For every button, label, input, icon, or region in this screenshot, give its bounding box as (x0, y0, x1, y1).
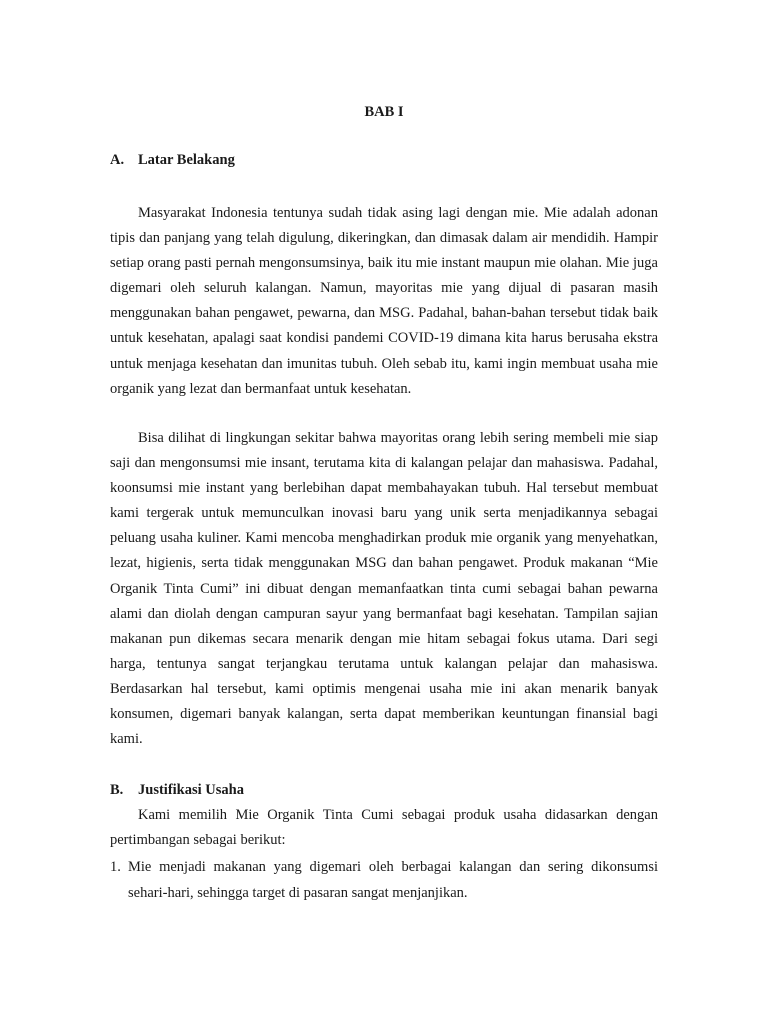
section-a-title: Latar Belakang (138, 152, 235, 168)
paragraph-justifikasi-intro: Kami memilih Mie Organik Tinta Cumi sebagai produk usaha didasarkan dengan pertimbangan sebagai berikut: (110, 807, 658, 848)
chapter-title: BAB I (364, 104, 404, 120)
list-item-text: Mie menjadi makanan yang digemari oleh berbagai kalangan dan sering dikonsumsi sehari-hari, sehingga target di pasaran sangat menjanjikan. (128, 859, 658, 901)
list-item-number: 1. (110, 859, 121, 875)
section-a-letter: A. (110, 152, 125, 168)
section-b-letter: B. (110, 782, 124, 798)
list-item (110, 854, 658, 906)
section-a-heading (110, 152, 235, 169)
section-b-heading (110, 782, 244, 799)
section-b-title: Justifikasi Usaha (138, 782, 244, 798)
paragraph-latar-belakang-2: Bisa dilihat di lingkungan sekitar bahwa mayoritas orang lebih sering membeli mie siap saji dan mengonsumsi mie insant, terutama kita di kalangan pelajar dan mahasiswa. Padahal, koonsumsi mie instant yang berlebihan dapat membahayakan tubuh. Hal tersebut membuat kami tergerak untuk memunculkan inovasi baru yang unik serta menjadikannya sebagai peluang usaha kuliner. Kami mencoba menghadirkan produk mie organik yang menyehatkan, lezat, higienis, serta tidak menggunakan MSG dan bahan pengawet. Produk makanan “Mie Organik Tinta Cumi” ini dibuat dengan memanfaatkan tinta cumi sebagai bahan pewarna alami dan diolah dengan campuran sayur yang bermanfaat bagi kesehatan. Tampilan sajian makanan pun dikemas secara menarik dengan mie hitam sebagai fokus utama. Dari segi harga, tentunya sangat terjangkau terutama untuk kalangan pelajar dan mahasiswa. Berdasarkan hal tersebut, kami optimis mengenai usaha mie ini akan menarik banyak konsumen, digemari banyak kalangan, serta dapat memberikan keuntungan finansial bagi kami. (110, 430, 658, 748)
paragraph-latar-belakang-1: Masyarakat Indonesia tentunya sudah tidak asing lagi dengan mie. Mie adalah adonan tipis dan panjang yang telah digulung, dikeringkan, dan dimasak dalam air mendidih. Hampir setiap orang pasti pernah mengonsumsinya, baik itu mie instant maupun mie olahan. Mie juga digemari oleh seluruh kalangan. Namun, mayoritas mie yang dijual di pasaran masih menggunakan bahan pengawet, pewarna, dan MSG. Padahal, bahan-bahan tersebut tidak baik untuk kesehatan, apalagi saat kondisi pandemi COVID-19 dimana kita harus berusaha ekstra untuk menjaga kesehatan dan imunitas tubuh. Oleh sebab itu, kami ingin membuat usaha mie organik yang lezat dan bermanfaat untuk kesehatan. (110, 205, 658, 397)
